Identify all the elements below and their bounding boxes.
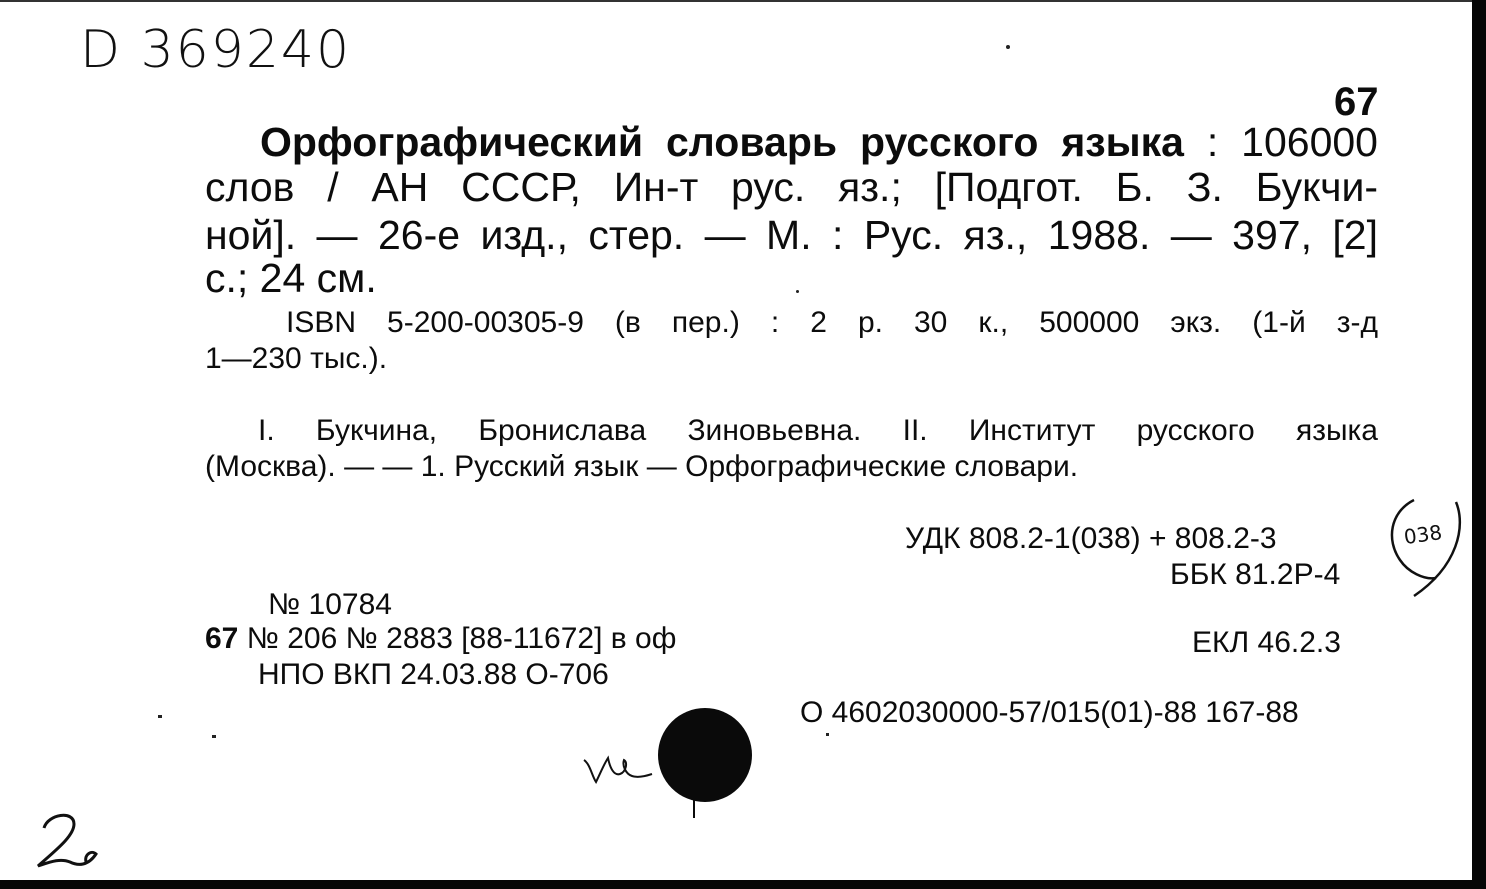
- printing-numbers: № 206 № 2883 [88-11672] в оф: [238, 622, 677, 655]
- isbn-line-1: ISBN 5-200-00305-9 (в пер.) : 2 р. 30 к., 500000 экз. (1-й з-д: [286, 306, 1378, 339]
- description-line-1: [260, 120, 1378, 165]
- card-number: № 10784: [268, 588, 392, 621]
- bbk-classification: ББК 81.2Р-4: [1170, 558, 1341, 591]
- order-code: О 4602030000-57/015(01)-88 167-88: [800, 696, 1299, 729]
- card-bottom-edge: [0, 880, 1486, 889]
- inventory-number: D 369240: [80, 20, 352, 80]
- description-line-4: с.; 24 см.: [205, 255, 377, 301]
- punch-hole-tail: [693, 800, 695, 818]
- printing-house-line: НПО ВКП 24.03.88 О-706: [258, 658, 609, 691]
- ekl-classification: ЕКЛ 46.2.3: [1192, 626, 1341, 659]
- card-right-edge: [1472, 0, 1486, 889]
- ink-speck: [1006, 45, 1010, 49]
- subject-headings-line-2: (Москва). — — 1. Русский язык — Орфографические словари.: [205, 450, 1079, 483]
- ink-speck: [212, 735, 216, 738]
- isbn-line-2: 1—230 тыс.).: [205, 342, 388, 375]
- description-line-3: ной]. — 26-е изд., стер. — М. : Рус. яз., 1988. — 397, [2]: [205, 212, 1378, 258]
- ink-speck: [796, 290, 799, 293]
- udk-classification: УДК 808.2-1(038) + 808.2-3: [905, 522, 1277, 555]
- page-number: 67: [1334, 80, 1379, 124]
- ink-speck: [826, 733, 829, 736]
- punch-hole-mark: [658, 708, 752, 802]
- subject-headings-line-1: I. Букчина, Бронислава Зиновьевна. II. Институт русского языка: [258, 414, 1378, 447]
- handwritten-digit: [30, 806, 110, 876]
- printing-info-line: [205, 622, 676, 656]
- book-title: Орфографический словарь русского языка: [260, 119, 1184, 165]
- printing-prefix: 67: [205, 622, 239, 655]
- svg-text:038: 038: [1402, 520, 1444, 550]
- ink-speck: [158, 715, 162, 718]
- handwritten-bracket-note: [1370, 496, 1470, 600]
- card-top-edge: [0, 0, 1472, 2]
- handwritten-initials: [580, 752, 656, 788]
- description-line-2: слов / АН СССР, Ин-т рус. яз.; [Подгот. Б. З. Букчи-: [205, 164, 1378, 210]
- word-count: : 106000: [1184, 119, 1378, 165]
